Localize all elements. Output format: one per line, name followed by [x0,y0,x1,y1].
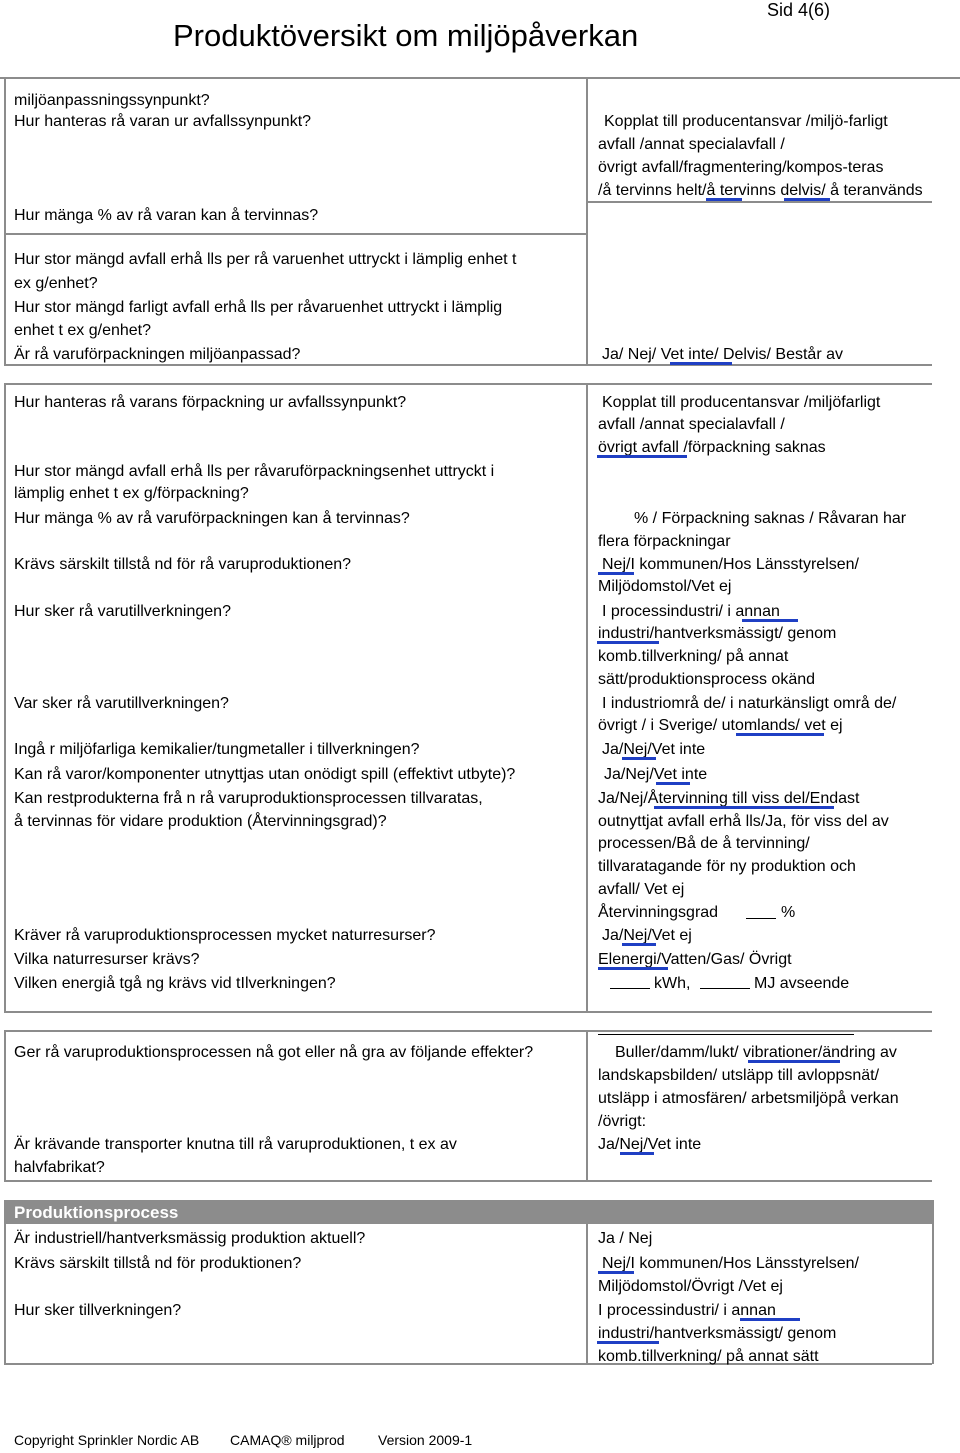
answer-options: övrigt avfall/fragmentering/kompos-teras [598,159,884,176]
answer-options: Ja/Nej/Återvinning till viss del/Endast [598,790,860,807]
answer-options: % [781,904,796,921]
table-divider [586,77,588,364]
blank-line [598,1034,854,1035]
table-divider [586,1224,588,1364]
answer-options: utsläpp i atmosfären/ arbetsmiljöpå verkan [598,1090,899,1107]
answer-underline [784,198,830,201]
answer-options: Buller/damm/lukt/ vibrationer/ändring av [615,1044,897,1061]
answer-options: Återvinningsgrad [598,904,719,921]
answer-options: outnyttjat avfall erhå lls/Ja, för viss del av [598,813,889,830]
question-text: lämplig enhet t ex g/förpackning? [14,485,249,502]
answer-options: Kopplat till producentansvar /miljöfarligt [602,394,881,411]
answer-underline [620,1152,654,1155]
answer-underline [597,641,659,644]
answer-options: Ja/Nej/Vet inte [598,1136,702,1153]
answer-underline [740,1318,800,1321]
table-right-border [932,1200,934,1364]
answer-options: % / Förpackning saknas / Råvaran har [634,510,907,527]
footer-version: Version 2009-1 [378,1432,473,1448]
question-text: Hur hanteras rå varans förpackning ur avfallssynpunkt? [14,394,407,411]
answer-underline [598,967,668,970]
answer-options: /övrigt: [598,1113,647,1130]
table-rule [4,1180,932,1182]
answer-options: Elenergi/Vatten/Gas/ Övrigt [598,951,792,968]
answer-options: Miljödomstol/Vet ej [598,578,732,595]
question-text: Hur stor mängd farligt avfall erhå lls per råvaruenhet uttryckt i lämplig [14,299,503,316]
question-text: Var sker rå varutillverkningen? [14,695,229,712]
question-text: Är rå varuförpackningen miljöanpassad? [14,346,301,363]
header-rule [0,77,960,79]
answer-options: MJ avseende [754,975,850,992]
answer-options: Ja/Nej/Vet ej [602,927,692,944]
answer-options: Ja / Nej [598,1230,653,1247]
section-title: Produktionsprocess [14,1203,179,1222]
answer-options: Ja/Nej/Vet inte [604,766,708,783]
question-text: Ingå r miljöfarliga kemikalier/tungmetaller i tillverkningen? [14,741,420,758]
answer-options: avfall /annat specialavfall / [598,136,785,153]
answer-options: /å tervinns helt/å tervinns delvis/ å teranvänds [598,182,923,199]
question-text: Hur sker rå varutillverkningen? [14,603,231,620]
question-text: Hur hanteras rå varan ur avfallssynpunkt? [14,113,312,130]
table-rule [4,1030,932,1032]
answer-underline [656,782,690,785]
question-text: ex g/enhet? [14,275,98,292]
answer-underline [670,362,732,365]
table-rule [4,233,588,235]
question-text: å tervinnas för vidare produktion (Återvinningsgrad)? [14,813,387,830]
page-title: Produktöversikt om miljöpåverkan [173,18,639,53]
question-text: Hur mänga % av rå varan kan å tervinnas? [14,207,319,224]
footer-product: CAMAQ® miljprod [230,1432,345,1448]
question-text: Vilka naturresurser krävs? [14,951,200,968]
question-text: Är krävande transporter knutna till rå varuproduktionen, t ex av [14,1136,457,1153]
answer-underline [706,198,742,201]
question-text: Krävs särskilt tillstå nd för rå varuproduktionen? [14,556,352,573]
blank-line [610,988,650,989]
answer-underline [736,733,824,736]
question-text: Vilken energiå tgå ng krävs vid tIlverkningen? [14,975,336,992]
table-divider [586,383,588,1011]
answer-options: Nej/I kommunen/Hos Länsstyrelsen/ [602,1255,859,1272]
question-text: Hur stor mängd avfall erhå lls per råvaruförpackningsenhet uttryckt i [14,463,495,480]
question-text: Krävs särskilt tillstå nd för produktionen? [14,1255,302,1272]
blank-line [746,918,776,919]
table-left-border [4,1030,6,1180]
answer-options: landskapsbilden/ utsläpp till avloppsnät/ [598,1067,880,1084]
answer-options: kWh, [654,975,691,992]
question-text: Kräver rå varuproduktionsprocessen mycket naturresurser? [14,927,436,944]
answer-underline [597,1341,659,1344]
answer-options: industri/hantverksmässigt/ genom [598,1325,837,1342]
answer-options: övrigt / i Sverige/ utomlands/ vet ej [598,717,843,734]
table-left-border [4,77,6,364]
table-left-border [4,1200,6,1364]
answer-underline [622,757,656,760]
answer-options: övrigt avfall /förpackning saknas [598,439,826,456]
answer-underline [598,1271,634,1274]
answer-options: Nej/I kommunen/Hos Länsstyrelsen/ [602,556,859,573]
answer-options: Kopplat till producentansvar /miljö-farligt [604,113,888,130]
question-text: Ger rå varuproduktionsprocessen nå got eller nå gra av följande effekter? [14,1044,534,1061]
answer-options: komb.tillverkning/ på annat sätt [598,1348,819,1365]
answer-options: industri/hantverksmässigt/ genom [598,625,837,642]
answer-options: processen/Bå de å tervinning/ [598,835,810,852]
footer-copyright: Copyright Sprinkler Nordic AB [14,1432,200,1448]
answer-options: komb.tillverkning/ på annat [598,648,789,665]
page-number: Sid 4(6) [767,0,831,20]
answer-options: Ja/ Nej/ Vet inte/ Delvis/ Består av [602,346,843,363]
question-text: Är industriell/hantverksmässig produktion aktuell? [14,1230,366,1247]
question-text: Hur sker tillverkningen? [14,1302,182,1319]
answer-options: Miljödomstol/Övrigt /Vet ej [598,1278,783,1295]
question-text: Kan rå varor/komponenter utnyttjas utan onödigt spill (effektivt utbyte)? [14,766,516,783]
table-left-border [4,383,6,1011]
question-text: Hur mänga % av rå varuförpackningen kan å tervinnas? [14,510,410,527]
table-divider [586,1030,588,1180]
blank-line [700,988,750,989]
answer-options: tillvaratagande för ny produktion och [598,858,856,875]
answer-options: I processindustri/ i annan [598,1302,776,1319]
answer-options: I industriområ de/ i naturkänsligt områ de/ [602,695,897,712]
question-text: Hur stor mängd avfall erhå lls per rå varuenhet uttryckt i lämplig enhet t [14,251,517,268]
question-text: halvfabrikat? [14,1159,105,1176]
answer-options: sätt/produktionsprocess okänd [598,671,816,688]
question-text: miljöanpassningssynpunkt? [14,92,210,109]
question-text: Kan restprodukterna frå n rå varuproduktionsprocessen tillvaratas, [14,790,483,807]
table-rule [4,1011,932,1013]
answer-options: I processindustri/ i annan [602,603,780,620]
table-rule [4,383,932,385]
answer-options: flera förpackningar [598,533,731,550]
answer-options: avfall/ Vet ej [598,881,685,898]
answer-options: avfall /annat specialavfall / [598,416,785,433]
answer-underline [748,1060,840,1063]
question-text: enhet t ex g/enhet? [14,322,151,339]
answer-options: Ja/Nej/Vet inte [602,741,706,758]
answer-underline [597,455,687,458]
answer-underline [622,943,656,946]
answer-underline [654,806,834,809]
